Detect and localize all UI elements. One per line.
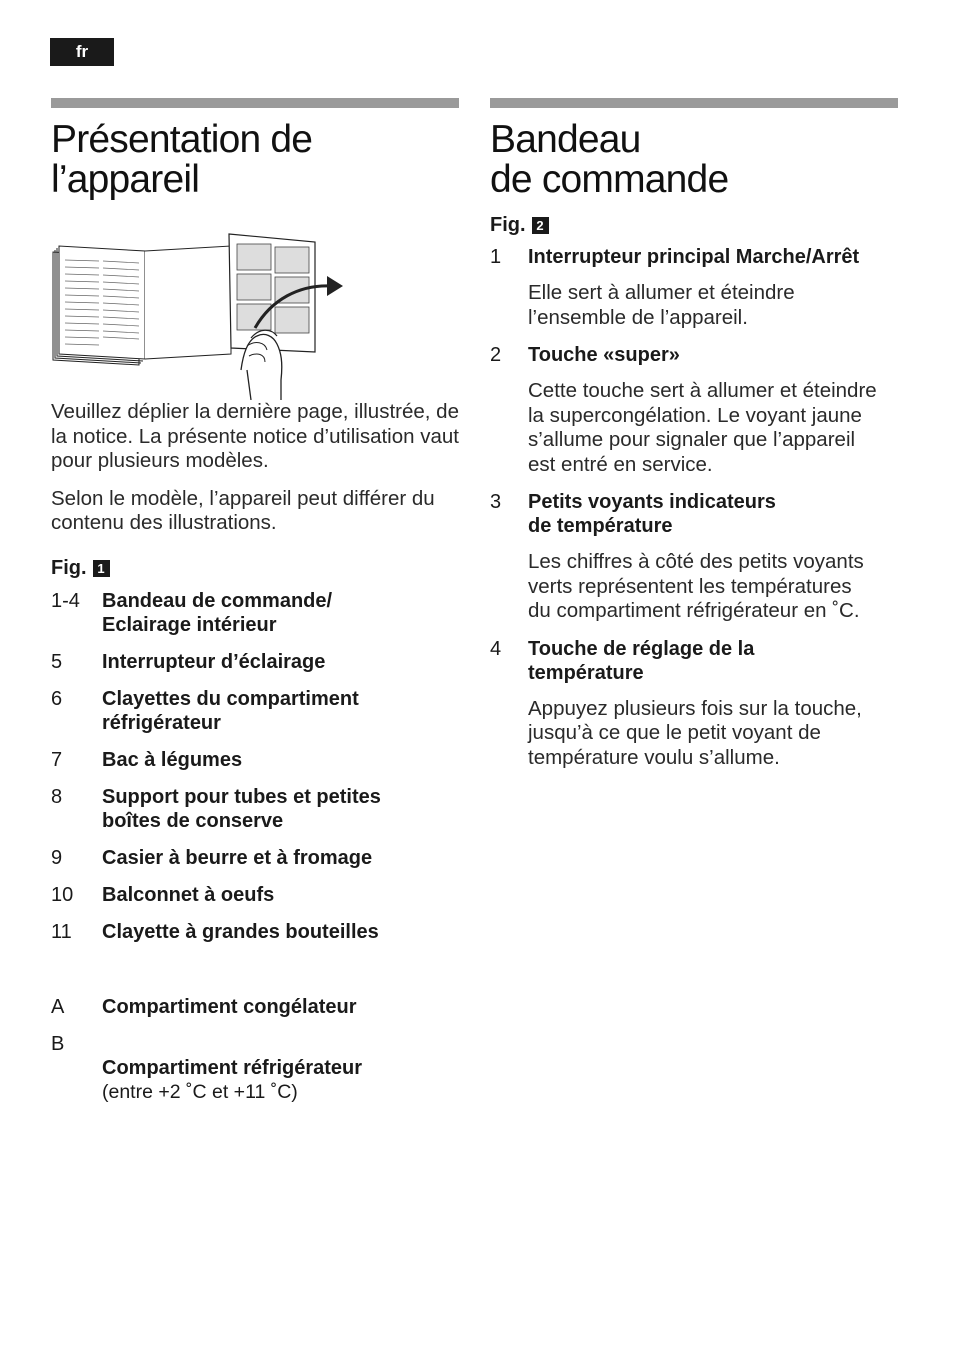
temperature-range: (entre +2 ˚C et +11 ˚C): [102, 1080, 298, 1103]
item-number: 1: [490, 246, 502, 268]
control-item: [490, 490, 900, 538]
intro-paragraph-1: Veuillez déplier la dernière page, illustrée, de la notice. La présente notice d’utilisation vaut pour plusieurs modèles.: [51, 400, 459, 472]
item-label: Interrupteur principal Marche/Arrêt: [528, 246, 860, 268]
item-label: Balconnet à oeufs: [102, 883, 275, 906]
list-spacer: [51, 944, 461, 982]
item-description: Elle sert à allumer et éteindre l’ensemble de l’appareil.: [528, 281, 795, 329]
section-title-control-panel: Bandeau de commande: [490, 118, 729, 201]
item-label: Touche «super»: [528, 344, 680, 366]
item-label-group: [102, 1032, 362, 1128]
item-label: Bandeau de commande/ Eclairage intérieur: [102, 589, 333, 636]
component-list: [51, 589, 461, 1128]
item-description: Les chiffres à côté des petits voyants verts représentent les températures du compartiment réfrigérateur en ˚C.: [528, 550, 864, 622]
left-column: [51, 98, 461, 1128]
fig-number-badge: 1: [93, 560, 110, 577]
item-letter: A: [51, 995, 65, 1018]
item-label: Touche de réglage de la température: [528, 637, 755, 684]
list-item: [51, 687, 461, 735]
compartment-item: [51, 995, 461, 1019]
fig-number-badge: 2: [532, 217, 549, 234]
item-label: Support pour tubes et petites boîtes de conserve: [102, 785, 381, 832]
control-list: [490, 245, 900, 770]
control-item: [490, 245, 900, 269]
item-label: Clayette à grandes bouteilles: [102, 920, 379, 943]
item-letter: B: [51, 1032, 65, 1055]
item-label: Bac à légumes: [102, 748, 243, 771]
compartment-item: [51, 1032, 461, 1128]
item-number: 11: [51, 920, 72, 943]
item-number: 3: [490, 491, 502, 513]
item-number: 7: [51, 748, 63, 771]
figure-reference-1: [51, 557, 461, 580]
list-item: [51, 785, 461, 833]
list-item: [51, 846, 461, 870]
section-rule: [490, 98, 898, 108]
fig-label: Fig.: [51, 556, 87, 579]
item-label: Petits voyants indicateurs de température: [528, 491, 776, 537]
item-label: Interrupteur d’éclairage: [102, 650, 326, 673]
list-item: [51, 748, 461, 772]
section-title-presentation: Présentation de l’appareil: [51, 118, 313, 201]
list-item: [51, 589, 461, 637]
item-number: 6: [51, 687, 63, 710]
item-label: Clayettes du compartiment réfrigérateur: [102, 687, 359, 734]
language-badge: fr: [50, 38, 114, 66]
item-label: Casier à beurre et à fromage: [102, 846, 373, 869]
control-item: [490, 637, 900, 685]
list-item: [51, 650, 461, 674]
item-number: 9: [51, 846, 63, 869]
list-item: [51, 883, 461, 907]
item-number: 10: [51, 883, 74, 906]
control-item: [490, 343, 900, 367]
item-number: 5: [51, 650, 63, 673]
figure-reference-2: [490, 214, 900, 237]
item-description: Cette touche sert à allumer et éteindre la supercongélation. Le voyant jaune s’allume pour signaler que l’appareil est entré en service.: [528, 379, 877, 476]
item-label: Compartiment réfrigérateur: [102, 1056, 363, 1079]
manual-unfold-icon: [51, 220, 351, 400]
intro-paragraph-2: Selon le modèle, l’appareil peut différer du contenu des illustrations.: [51, 486, 435, 534]
list-item: [51, 920, 461, 944]
item-number: 1-4: [51, 589, 80, 612]
unfold-page-illustration: [51, 220, 461, 400]
item-description: Appuyez plusieurs fois sur la touche, jusqu’à ce que le petit voyant de température voulu s’allume.: [528, 696, 862, 769]
item-number: 2: [490, 344, 502, 366]
item-label: Compartiment congélateur: [102, 995, 357, 1018]
fig-label: Fig.: [490, 214, 526, 236]
item-number: 8: [51, 785, 63, 808]
section-rule: [51, 98, 459, 108]
right-column: [490, 98, 900, 770]
item-number: 4: [490, 637, 502, 660]
